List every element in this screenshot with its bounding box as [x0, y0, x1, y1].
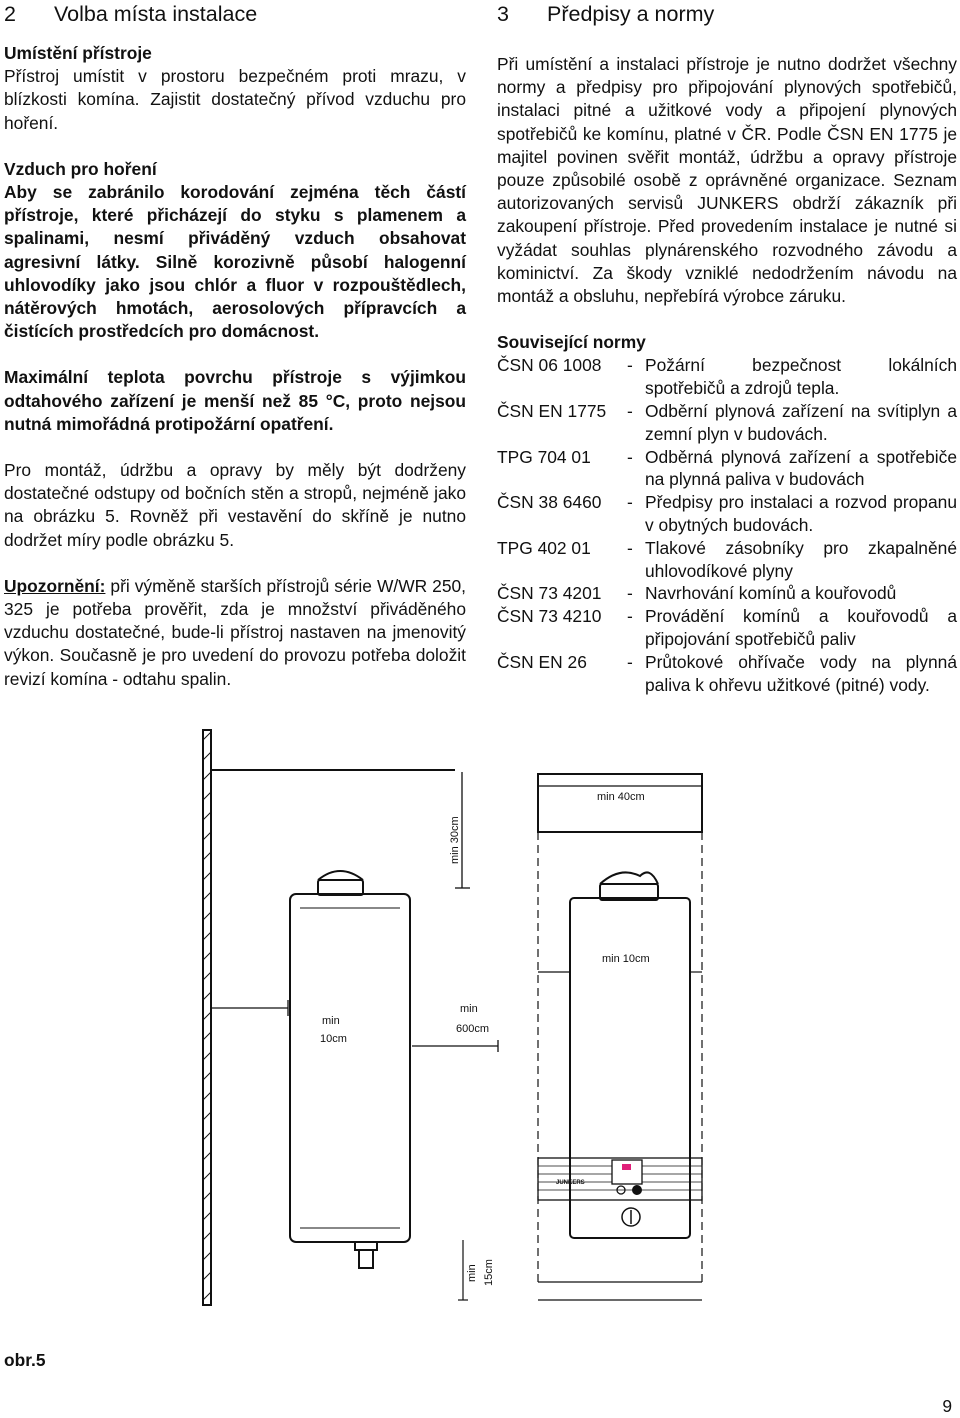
air-heading: Vzduch pro hoření: [4, 158, 157, 179]
norm-dash: -: [627, 492, 633, 513]
norm-description: Navrhování komínů a kouřovodů: [645, 583, 897, 604]
norm-description: Odběrní plynová zařízení na svítiplyn a zemní plyn v budovách.: [645, 401, 957, 444]
norm-dash: -: [627, 537, 633, 558]
norms-list: [497, 354, 957, 696]
norm-code: ČSN 06 1008: [497, 355, 602, 376]
label-min-bottom: min: [466, 1264, 478, 1282]
norm-code: TPG 402 01: [497, 537, 591, 558]
norm-code: ČSN 38 6460: [497, 492, 602, 513]
norm-code: ČSN EN 1775: [497, 401, 607, 422]
norm-dash: -: [627, 355, 633, 376]
placement-text: Přístroj umístit v prostoru bezpečném proti mrazu, v blízkosti komína. Zajistit dostatečný přívod vzduchu pro hoření.: [4, 66, 466, 133]
norm-dash: -: [627, 583, 633, 604]
section-title-text: Volba místa instalace: [54, 2, 258, 26]
connector: [355, 1242, 377, 1250]
figure-caption: obr.5: [4, 1350, 46, 1370]
air-text: Aby se zabránilo korodování zejména těch částí přístroje, které přicházejí do styku s plamenem a spalinami, nesmí přiváděný vzduch obsahovat agresivní látky. Silně korozivně působí halogenní uhlovodíky jako jsou chlór a fluor v rozpouštědlech, nátěrových hmotách, aerosolových přípravcích a čistících prostředcích pro domácnost.: [4, 182, 466, 342]
brand-logo-text: JUNKERS: [556, 1180, 585, 1186]
norm-description: Provádění komínů a kouřovodů a připojování spotřebičů paliv: [645, 606, 957, 649]
norm-code: TPG 704 01: [497, 446, 591, 467]
placement-heading: Umístění přístroje: [4, 43, 152, 63]
display-window: [612, 1160, 642, 1184]
temperature-text: Maximální teplota povrchu přístroje s výjimkou odtahového zařízení je menší než 85 °C, proto nejsou nutná mimořádná protipožární opatření.: [4, 367, 466, 434]
section-number: 2: [4, 2, 16, 26]
norm-description: Tlakové zásobníky pro zkapalněné uhlovodíkové plyny: [645, 537, 957, 581]
connector: [359, 1250, 373, 1268]
label-10cm-side: 10cm: [320, 1033, 347, 1045]
norm-row: [497, 446, 957, 492]
device-body-side: [290, 894, 410, 1242]
norm-code: ČSN EN 26: [497, 651, 587, 672]
distance-text: Pro montáž, údržbu a opravy by měly být dodrženy dostatečné odstupy od bočních stěn a stropů, nejméně jako na obrázku 5. Rovněž při vestavění do skříně je nutno dodržet míry podle obrázku 5.: [4, 460, 466, 550]
warning-text: při výměně starších přístrojů série W/WR 250, 325 je potřeba prověřit, zda je množství přiváděného vzduchu dostatečné, bude-li přístroj nastaven na jmenovitý výkon. Současně je pro uvedení do provozu potřeba doložit revizí komína - odtahu spalin.: [4, 575, 466, 689]
label-min-30cm: min 30cm: [449, 816, 461, 864]
warning-label: Upozornění:: [4, 575, 106, 596]
section-2-title: [4, 2, 466, 38]
front-view: [458, 774, 702, 1300]
section-title-text: Předpisy a normy: [547, 2, 715, 26]
norm-dash: -: [627, 651, 633, 672]
flue-top: [600, 872, 658, 884]
norm-row: [497, 400, 957, 446]
norm-code: ČSN 73 4201: [497, 583, 602, 604]
intro-text: Při umístění a instalaci přístroje je nutno dodržet všechny normy a předpisy pro připojování plynových spotřebičů, instalaci pitné a užitkové vody a připojení plynových spotřebičů ke komínu, platné v ČR. Podle ČSN EN 1775 je majitel povinen svěřit montáž, údržbu a opravy přístroje pouze způsobilé osobě z oprávněné organizace. Seznam autorizovaných servisů JUNKERS obdrží zákazník při zakoupení přístroje. Před provedením instalace je nutné si vyžádat souhlas plynárenského rozvodného závodu a kominictví. Za škody vzniklé nedodržením návodu na montáž a obsluhu, nepřebírá výrobce záruku.: [497, 54, 957, 307]
norm-description: Předpisy pro instalaci a rozvod propanu v obytných budovách.: [645, 492, 957, 536]
side-view: [203, 730, 498, 1305]
norm-row: [497, 537, 957, 583]
diagram-labels: [320, 791, 650, 1286]
norm-description: Průtokové ohřívače vody na plynná paliva k ohřevu užitkové (pitné) vody.: [645, 651, 957, 695]
cabinet-top: [538, 774, 702, 832]
section-3-title: [497, 2, 957, 38]
warning-paragraph: [4, 575, 466, 691]
label-min-front: min: [460, 1003, 478, 1015]
norm-row: [497, 491, 957, 537]
section-number: 3: [497, 2, 509, 26]
norm-row: [497, 582, 957, 605]
norm-description: Požární bezpečnost lokálních spotřebičů a zdrojů tepla.: [645, 355, 957, 399]
device-body-front: [570, 898, 690, 1238]
flue-top: [318, 871, 363, 880]
norm-description: Odběrná plynová zařízení a spotřebiče na plynná paliva v budovách: [645, 446, 957, 490]
installation-clearance-diagram: [0, 720, 960, 1360]
norms-heading: Související normy: [497, 332, 646, 353]
norm-code: ČSN 73 4210: [497, 606, 602, 627]
left-column: [4, 0, 466, 691]
flue-collar: [318, 880, 363, 895]
page-number: 9: [942, 1396, 952, 1416]
norm-row: [497, 354, 957, 400]
right-column: [497, 0, 957, 696]
label-min-40cm: min 40cm: [597, 791, 645, 803]
label-min-10cm-top: min 10cm: [602, 953, 650, 965]
label-15cm: 15cm: [483, 1259, 495, 1286]
norm-dash: -: [627, 401, 633, 422]
label-min-side: min: [322, 1015, 340, 1027]
display-indicator: [622, 1164, 631, 1170]
norm-dash: -: [627, 446, 633, 467]
norm-dash: -: [627, 606, 633, 627]
label-600cm: 600cm: [456, 1023, 490, 1035]
button-right: [633, 1186, 641, 1194]
norm-row: [497, 605, 957, 651]
norm-row: [497, 651, 957, 697]
